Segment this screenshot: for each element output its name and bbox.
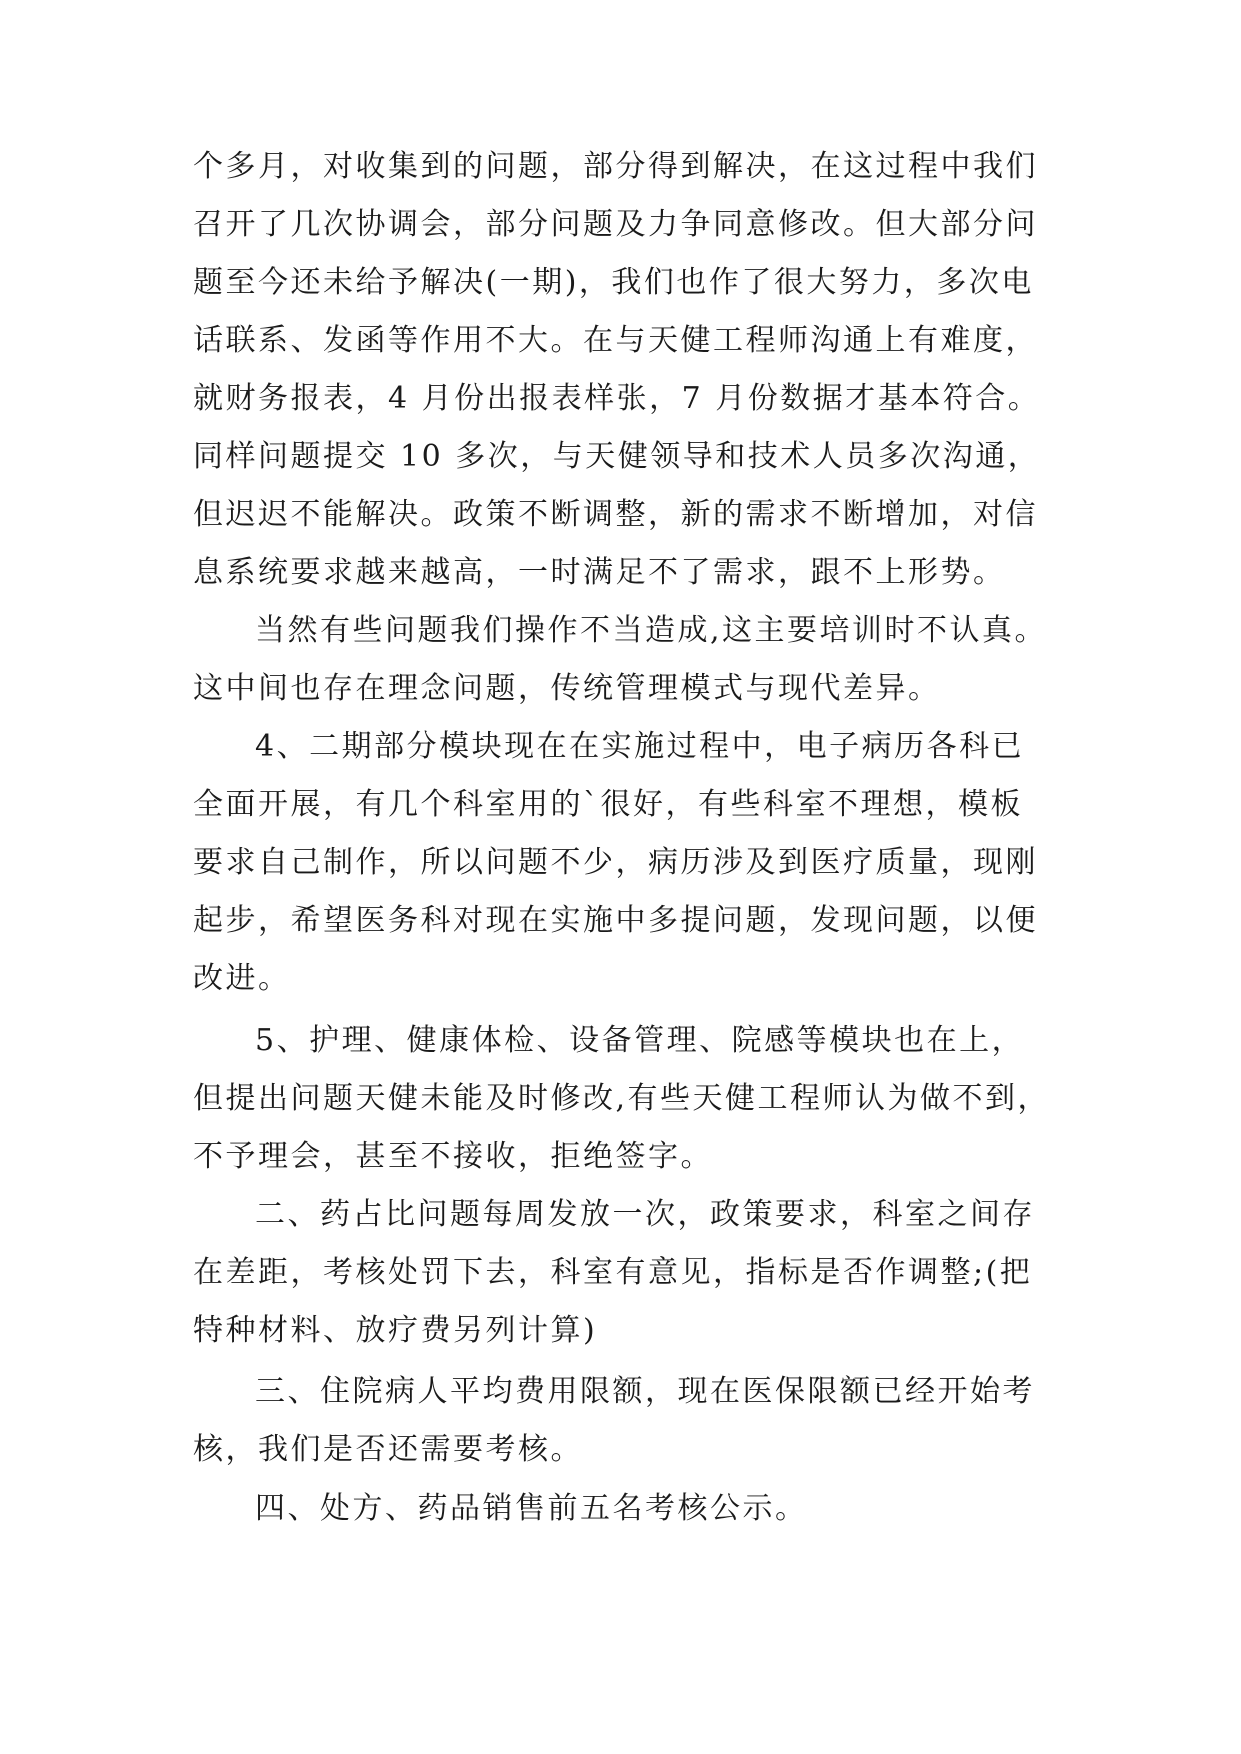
text-line: 改进。 [193, 961, 291, 996]
text-line: 话联系、发函等作用不大。在与天健工程师沟通上有难度， [193, 323, 1038, 358]
text-line: 就财务报表，4 月份出报表样张，7 月份数据才基本符合。 [193, 381, 1041, 416]
paragraph-first-line: 四、处方、药品销售前五名考核公示。 [255, 1491, 808, 1526]
text-line: 召开了几次协调会，部分问题及力争同意修改。但大部分问 [193, 207, 1038, 242]
text-line: 题至今还未给予解决(一期)，我们也作了很大努力，多次电 [193, 265, 1034, 300]
text-line: 同样问题提交 10 多次，与天健领导和技术人员多次沟通， [193, 439, 1041, 474]
text-line: 要求自己制作，所以问题不少，病历涉及到医疗质量，现刚 [193, 845, 1038, 880]
paragraph-first-line: 二、药占比问题每周发放一次，政策要求，科室之间存 [255, 1197, 1035, 1232]
text-line: 核，我们是否还需要考核。 [193, 1432, 583, 1467]
paragraph-first-line: 当然有些问题我们操作不当造成,这主要培训时不认真。 [255, 613, 1048, 648]
paragraph-first-line: 5、护理、健康体检、设备管理、院感等模块也在上， [255, 1023, 1025, 1058]
text-line: 但提出问题天健未能及时修改,有些天健工程师认为做不到， [193, 1081, 1051, 1116]
text-line: 起步，希望医务科对现在实施中多提问题，发现问题，以便 [193, 903, 1038, 938]
text-line: 全面开展，有几个科室用的`很好，有些科室不理想，模板 [193, 787, 1023, 822]
text-line: 在差距，考核处罚下去，科室有意见，指标是否作调整;(把 [193, 1255, 1033, 1290]
text-line: 但迟迟不能解决。政策不断调整，新的需求不断增加，对信 [193, 497, 1038, 532]
text-line: 息系统要求越来越高，一时满足不了需求，跟不上形势。 [193, 555, 1006, 590]
text-line: 个多月，对收集到的问题，部分得到解决，在这过程中我们 [193, 149, 1038, 184]
text-line: 不予理会，甚至不接收，拒绝签字。 [193, 1139, 713, 1174]
text-line: 这中间也存在理念问题，传统管理模式与现代差异。 [193, 671, 941, 706]
paragraph-first-line: 4、二期部分模块现在在实施过程中，电子病历各科已 [255, 729, 1025, 764]
paragraph-first-line: 三、住院病人平均费用限额，现在医保限额已经开始考 [255, 1374, 1035, 1409]
text-line: 特种材料、放疗费另列计算) [193, 1313, 598, 1348]
